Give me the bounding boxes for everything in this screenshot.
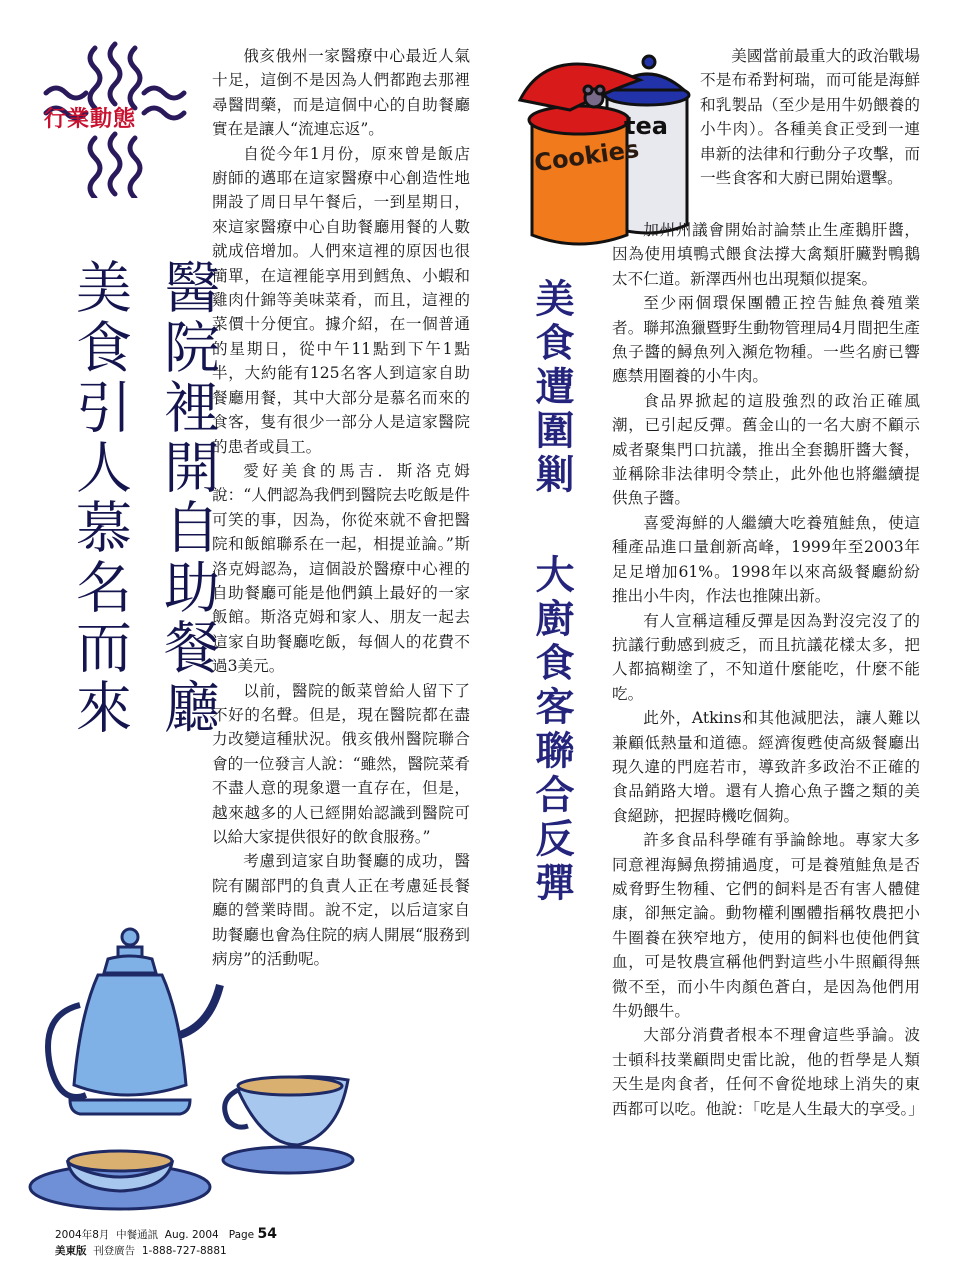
tea-label: tea [624, 112, 668, 140]
paragraph: 許多食品科學確有爭論餘地。專家大多同意裡海鱘魚撈捕過度，可是養殖鮭魚是否威脅野生物種、它們的飼料是否有害人體健康，卻無定論。動物權利團體指稱牧農把小牛圈養在狹窄地方，使用的飼料也使他們貧血，可是牧農宣稱他們對這些小牛照顧得無微不至，而小牛肉顏色蒼白，是因為他們用牛奶餵牛。 [612, 831, 920, 1020]
footer-page-number: 54 [257, 1226, 277, 1242]
footer-ad-label: 刊登廣告 [93, 1245, 136, 1257]
paragraph: 以前，醫院的飯菜曾給人留下了不好的名聲。但是，現在醫院都在盡力改變這種狀況。俄亥俄州醫院聯合會的一位發言人說：“雖然，醫院菜肴不盡人意的現象還一直存在，但是，越來越多的人已經開始認識到醫院可以給大家提供很好的飲食服務。” [212, 681, 470, 846]
footer-publication: 中餐通訊 [116, 1229, 159, 1241]
gravy-boat-icon [218, 1060, 358, 1180]
gravy-boat-illustration [218, 1060, 358, 1180]
headline-right [525, 278, 577, 906]
paragraph: 有人宣稱這種反彈是因為對沒完沒了的抗議行動感到疲乏，而且抗議花樣太多，把人都搞糊塗了，不知道什麼能吃，什麼不能吃。 [612, 611, 920, 703]
paragraph: 至少兩個環保團體正控告鮭魚養殖業者。聯邦漁獵暨野生動物管理局4月間把生產魚子醬的鱘魚列入瀕危物種。一些名廚已響應禁用圈養的小牛肉。 [612, 294, 920, 386]
paragraph: 加州州議會開始討論禁止生產鵝肝醬，因為使用填鴨式餵食法撐大禽類肝臟對鴨鵝太不仁道。新澤西州也出現類似提案。 [612, 221, 920, 288]
headline-left-line2: 美食引人慕名而來 [67, 258, 132, 738]
paragraph: 俄亥俄州一家醫療中心最近人氣十足，這倒不是因為人們都跑去那裡尋醫問藥，而是這個中心的自助餐廳實在是讓人“流連忘返”。 [212, 47, 470, 139]
footer-edition: 美東版 [55, 1245, 87, 1257]
footer-date: 2004年8月 [55, 1229, 110, 1241]
headline-left-line1: 醫院裡開自助餐廳 [155, 258, 220, 738]
footer-line2 [55, 1243, 227, 1258]
section-logo [40, 38, 190, 198]
teapot-icon [20, 925, 225, 1215]
paragraph: 大部分消費者根本不理會這些爭論。波士頓科技業顧問史雷比說，他的哲學是人類天生是肉食者，任何不會從地球上消失的東西都可以吃。他說：「吃是人生最大的享受。」 [612, 1026, 924, 1118]
teapot-illustration [20, 925, 225, 1215]
article-left-body [212, 44, 470, 971]
footer-line1 [55, 1226, 277, 1242]
footer-date-en: Aug. 2004 [164, 1229, 219, 1241]
paragraph: 愛好美食的馬吉．斯洛克姆說：“人們認為我們到醫院去吃飯是件可笑的事，因為，你從來就不會把醫院和飯館聯系在一起，相提並論。”斯洛克姆認為，這個設於醫療中心裡的自助餐廳可能是他們鎮上最好的一家飯館。斯洛克姆和家人、朋友一起去這家自助餐廳吃飯，每個人的花費不過3美元。 [212, 461, 470, 676]
footer-page-label: Page [228, 1229, 255, 1241]
logo-text: 行業動態 [44, 107, 137, 132]
paragraph: 自從今年1月份，原來曾是飯店廚師的邁耶在這家醫療中心創造性地開設了周日早午餐后，一到星期日，來這家醫療中心自助餐廳用餐的人數就成倍增加。人們來這裡的原因也很簡單，在這裡能享用到鱈魚、小蝦和雞肉什錦等美味菜肴，而且，這裡的菜價十分便宜。據介紹，在一個普通的星期日，從中午11點到下午1點半，大約能有125名客人到這家自助餐廳用餐，其中大部分是慕名而來的食客，隻有很少一部分人是這家醫院的患者或員工。 [212, 144, 470, 456]
footer-phone: 1-888-727-8881 [141, 1245, 227, 1257]
paragraph: 此外，Atkins和其他減肥法，讓人難以兼顧低熱量和道德。經濟復甦使高級餐廳出現久違的門庭若市，導致許多政治不正確的食品銷路大增。還有人擔心魚子醬之類的美食絕跡，把握時機吃個夠。 [612, 709, 920, 825]
article-right-body-top [700, 44, 920, 190]
headline-right-part2: 大廚食客聯合反彈 [529, 554, 574, 906]
paragraph: 考慮到這家自助餐廳的成功，醫院有關部門的負責人正在考慮延長餐廳的營業時間。說不定，以后這家自助餐廳也會為住院的病人開展“服務到病房”的活動呢。 [212, 852, 470, 969]
headline-right-part1: 美食遭圍剿 [529, 278, 574, 498]
article-right-body [612, 218, 924, 1121]
paragraph: 食品界掀起的這股強烈的政治正確風潮，已引起反彈。舊金山的一名大廚不顧示威者聚集門口抗議，推出全套鵝肝醬大餐，並稱除非法律明令禁止，此外他也將繼續提供魚子醬。 [612, 391, 920, 508]
paragraph: 美國當前最重大的政治戰場不是布希對柯瑞，而可能是海鮮和乳製品（至少是用牛奶餵養的小牛肉）。各種美食正受到一連串新的法律和行動分子攻擊，而一些食客和大廚已開始還擊。 [700, 47, 920, 188]
cookies-label: Cookies [532, 134, 641, 178]
paragraph: 喜愛海鮮的人繼續大吃養殖鮭魚，使這種產品進口量創新高峰，1999年至2003年足足增加61%。1998年以來高級餐廳紛紛推出小牛肉，作法也推陳出新。 [612, 513, 920, 606]
